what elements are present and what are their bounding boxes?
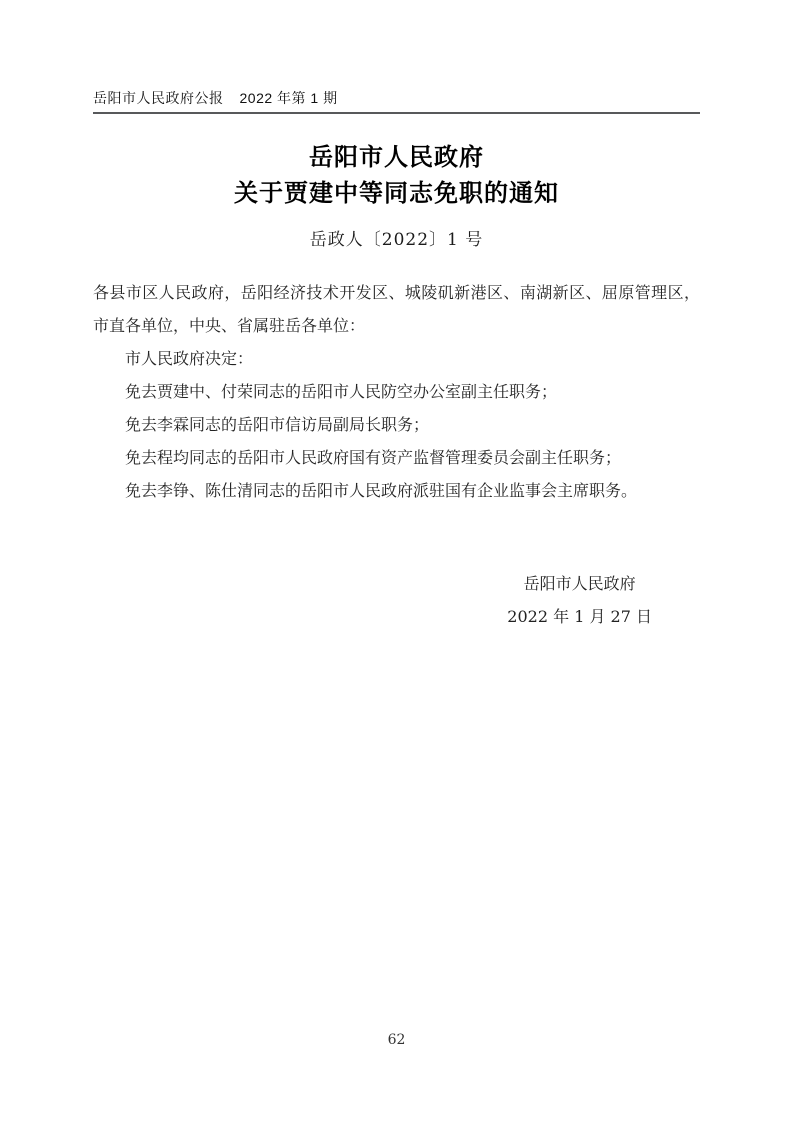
document-number: 岳政人〔2022〕1 号	[309, 230, 484, 250]
document-title-line1: 岳阳市人民政府	[309, 142, 484, 171]
page-number: 62	[387, 1032, 406, 1048]
running-head	[93, 0, 700, 108]
header-rule	[93, 112, 700, 114]
document-title-line2: 关于贾建中等同志免职的通知	[234, 178, 559, 207]
issue-label: 2022 年第 1 期	[239, 90, 338, 106]
signature-issuer: 岳阳市人民政府	[523, 574, 636, 593]
body-paragraph: 免去贾建中、付荣同志的岳阳市人民防空办公室副主任职务；	[125, 382, 558, 401]
body-paragraph: 市人民政府决定：	[125, 349, 254, 368]
body-paragraph: 免去程均同志的岳阳市人民政府国有资产监督管理委员会副主任职务；	[125, 448, 622, 467]
signature-date: 2022 年 1 月 27 日	[507, 607, 652, 626]
recipients-paragraph: 各县市区人民政府，岳阳经济技术开发区、城陵矶新港区、南湖新区、屈原管理区，市直各单位，中央、省属驻岳各单位：	[93, 283, 700, 335]
document-body	[93, 276, 700, 507]
document-title	[93, 139, 700, 211]
gazette-name: 岳阳市人民政府公报	[93, 90, 224, 106]
body-paragraph: 免去李铮、陈仕清同志的岳阳市人民政府派驻国有企业监事会主席职务。	[125, 481, 638, 500]
body-paragraph: 免去李霖同志的岳阳市信访局副局长职务；	[125, 415, 430, 434]
signature-block	[93, 567, 700, 633]
